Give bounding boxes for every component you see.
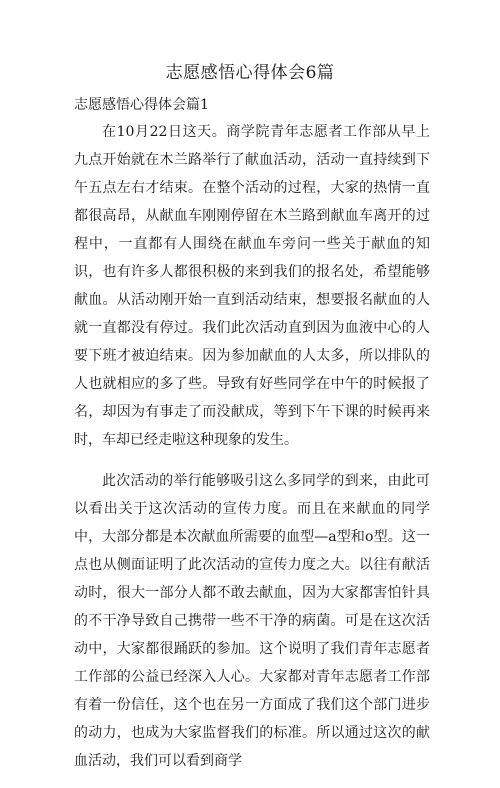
paragraph: 此次活动的举行能够吸引这么多同学的到来，由此可以看出关于这次活动的宣传力度。而且在来献血的同学中，大部分都是本次献血所需要的血型—a型和o型。这一点也从侧面证明了此次活动的宣传力度之大。以往有献活动时，很大一部分人都不敢去献血，因为大家都害怕针具的不干净导致自己携带一些不干净的病菌。可是在这次活动中，大家都很踊跃的参加。这个说明了我们青年志愿者工作部的公益已经深入人心。大家都对青年志愿者工作部有着一份信任，这个也在另一方面成了我们这个部门进步的动力，也成为大家监督我们的标准。所以通过这次的献血活动，我们可以看到商学 [74,473,430,769]
document-body [74,118,430,788]
section-title: 志愿感悟心得体会篇1 [74,97,209,113]
paragraph: 在10月22日这天。商学院青年志愿者工作部从早上九点开始就在木兰路举行了献血活动，活动一直持续到下午五点左右才结束。在整个活动的过程，大家的热情一直都很高昂，从献血车刚刚停留在木兰路到献血车离开的过程中，一直都有人围绕在献血车旁问一些关于献血的知识，也有许多人都很积极的来到我们的报名处，希望能够献血。从活动刚开始一直到活动结束，想要报名献血的人就一直都没有停过。我们此次活动直到因为血液中心的人要下班才被迫结束。因为参加献血的人太多，所以排队的人也就相应的多了些。导致有好些同学在中午的时候报了名，却因为有事走了而没献成，等到下午下课的时候再来时，车却已经走啦这种现象的发生。 [74,124,430,448]
document-title: 志愿感悟心得体会6篇 [165,63,335,83]
